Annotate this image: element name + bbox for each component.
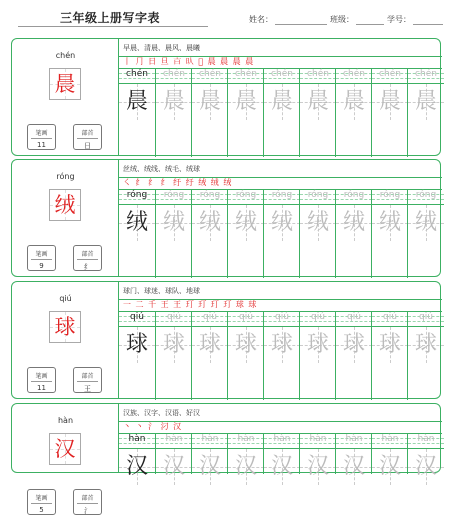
pinyin-cell — [228, 311, 264, 327]
name-label: 姓名： — [249, 15, 273, 24]
class-label: 班级： — [330, 15, 354, 24]
trace-char: 绒 — [162, 210, 185, 235]
char-cell — [156, 449, 192, 485]
practice-cell[interactable] — [371, 433, 407, 479]
radical-value: 日 — [84, 142, 91, 150]
trace-char: 球 — [414, 332, 437, 357]
stroke-count-label: 笔画 — [31, 249, 52, 260]
radical-label: 部首 — [77, 128, 98, 139]
practice-panel — [119, 404, 442, 479]
char-cell — [119, 205, 155, 241]
char-cell — [264, 327, 300, 363]
example-words: 汉族、汉字、汉语、好汉 — [123, 409, 200, 417]
char-cell — [336, 327, 372, 363]
char-section — [11, 403, 441, 515]
pinyin-cell — [336, 189, 372, 205]
practice-cell[interactable] — [407, 433, 443, 479]
char-section — [11, 159, 441, 277]
practice-cell[interactable] — [227, 311, 263, 400]
trace-pinyin: hàn — [201, 434, 219, 444]
practice-cell[interactable] — [227, 433, 263, 479]
practice-cell[interactable] — [263, 311, 299, 400]
stroke-order: ㇛ 纟 纟 纟 纡 纡 绒 绒 绒 — [123, 178, 233, 187]
char-cell — [408, 327, 444, 363]
trace-pinyin: qiú — [383, 312, 397, 322]
stroke-count-label: 笔画 — [31, 128, 52, 139]
pinyin-cell — [372, 189, 408, 205]
trace-char: 绒 — [198, 210, 221, 235]
radical-label: 部首 — [77, 249, 98, 260]
practice-cell[interactable] — [335, 311, 371, 400]
trace-pinyin: róng — [271, 190, 293, 200]
char-cell — [156, 205, 192, 241]
class-field — [330, 14, 384, 25]
pinyin-cell — [300, 311, 336, 327]
pinyin-cell — [228, 68, 264, 84]
char-display: 绒 — [54, 193, 76, 217]
char-display: 球 — [54, 315, 76, 339]
trace-pinyin: chén — [307, 69, 329, 79]
trace-char: 球 — [125, 332, 148, 357]
pinyin-cell — [264, 433, 300, 449]
page-header — [0, 0, 458, 34]
stroke-count-value: 11 — [37, 384, 46, 392]
char-cell — [264, 84, 300, 120]
trace-pinyin: chén — [343, 69, 365, 79]
char-cell — [119, 84, 155, 120]
char-info-panel — [12, 160, 119, 276]
practice-cell[interactable] — [299, 68, 335, 157]
trace-char: 汉 — [342, 454, 365, 479]
trace-pinyin: qiú — [347, 312, 361, 322]
practice-cell[interactable] — [119, 68, 155, 157]
stroke-count-box — [27, 489, 56, 515]
trace-pinyin: róng — [235, 190, 257, 200]
trace-char: 晨 — [270, 89, 293, 114]
pinyin-cell — [192, 311, 228, 327]
trace-char: 汉 — [234, 454, 257, 479]
char-cell — [372, 327, 408, 363]
char-section — [11, 281, 441, 399]
char-cell — [228, 84, 264, 120]
practice-cell[interactable] — [335, 433, 371, 479]
practice-cell[interactable] — [191, 311, 227, 400]
char-cell — [408, 205, 444, 241]
char-cell — [408, 84, 444, 120]
name-field — [249, 14, 327, 25]
practice-cell[interactable] — [191, 189, 227, 278]
radical-box — [73, 367, 102, 393]
char-display-box — [49, 311, 81, 343]
trace-pinyin: qiú — [203, 312, 217, 322]
pinyin-cell — [372, 68, 408, 84]
trace-char: 汉 — [162, 454, 185, 479]
trace-pinyin: róng — [163, 190, 185, 200]
char-display: 汉 — [54, 437, 76, 461]
trace-pinyin: hàn — [309, 434, 327, 444]
stroke-count-box — [27, 367, 56, 393]
radical-value: 纟 — [84, 263, 91, 271]
char-cell — [336, 449, 372, 485]
practice-cell[interactable] — [119, 433, 155, 479]
trace-char: 绒 — [306, 210, 329, 235]
pinyin-cell — [372, 311, 408, 327]
char-cell — [156, 327, 192, 363]
pinyin-cell — [228, 189, 264, 205]
trace-char: 晨 — [125, 89, 148, 114]
radical-box — [73, 245, 102, 271]
pinyin-cell — [408, 311, 444, 327]
char-pinyin: hàn — [57, 416, 74, 425]
char-display-box — [49, 68, 81, 100]
trace-char: 球 — [162, 332, 185, 357]
char-cell — [336, 205, 372, 241]
practice-cell[interactable] — [191, 433, 227, 479]
char-cell — [119, 327, 155, 363]
trace-char: 绒 — [270, 210, 293, 235]
practice-cell[interactable] — [407, 68, 443, 157]
title-underline — [18, 26, 208, 27]
char-display-box — [49, 433, 81, 465]
page-title: 三年级上册写字表 — [60, 11, 161, 25]
practice-cell[interactable] — [335, 68, 371, 157]
trace-pinyin: qiú — [419, 312, 433, 322]
char-cell — [300, 84, 336, 120]
trace-pinyin: chén — [415, 69, 437, 79]
char-cell — [372, 84, 408, 120]
trace-pinyin: róng — [126, 190, 148, 200]
trace-char: 绒 — [342, 210, 365, 235]
char-display: 晨 — [54, 72, 76, 96]
trace-char: 汉 — [270, 454, 293, 479]
trace-pinyin: hàn — [381, 434, 399, 444]
trace-pinyin: róng — [199, 190, 221, 200]
practice-cell[interactable] — [299, 311, 335, 400]
stroke-count-box — [27, 124, 56, 150]
char-pinyin: róng — [56, 172, 75, 181]
pinyin-cell — [119, 433, 155, 449]
pinyin-cell — [119, 68, 155, 84]
trace-char: 汉 — [378, 454, 401, 479]
pinyin-cell — [300, 433, 336, 449]
trace-pinyin: chén — [163, 69, 185, 79]
practice-cell[interactable] — [263, 189, 299, 278]
trace-pinyin: chén — [379, 69, 401, 79]
stroke-count-label: 笔画 — [31, 371, 52, 382]
pinyin-cell — [372, 433, 408, 449]
trace-char: 绒 — [378, 210, 401, 235]
trace-char: 晨 — [378, 89, 401, 114]
char-cell — [228, 449, 264, 485]
practice-grid — [119, 160, 442, 276]
radical-label: 部首 — [77, 371, 98, 382]
trace-char: 绒 — [414, 210, 437, 235]
radical-box — [73, 489, 102, 515]
practice-grid — [119, 404, 442, 479]
trace-pinyin: chén — [271, 69, 293, 79]
radical-label: 部首 — [77, 493, 98, 504]
trace-char: 汉 — [198, 454, 221, 479]
trace-char: 汉 — [125, 454, 148, 479]
char-info-panel — [12, 282, 119, 398]
char-section — [11, 38, 441, 156]
char-pinyin: chén — [55, 51, 76, 60]
example-words: 丝绒、绒线、绒毛、绒球 — [123, 165, 200, 173]
number-label: 学号： — [387, 15, 411, 24]
char-cell — [119, 449, 155, 485]
char-cell — [192, 84, 228, 120]
char-display-box — [49, 189, 81, 221]
char-cell — [228, 327, 264, 363]
practice-panel — [119, 39, 442, 155]
practice-cell[interactable] — [155, 433, 191, 479]
pinyin-cell — [156, 433, 192, 449]
trace-char: 汉 — [306, 454, 329, 479]
practice-cell[interactable] — [371, 189, 407, 278]
class-blank[interactable] — [356, 16, 384, 25]
practice-cell[interactable] — [155, 68, 191, 157]
trace-char: 晨 — [234, 89, 257, 114]
trace-char: 晨 — [198, 89, 221, 114]
char-cell — [300, 205, 336, 241]
number-field — [387, 14, 443, 25]
trace-pinyin: qiú — [275, 312, 289, 322]
trace-char: 球 — [198, 332, 221, 357]
pinyin-cell — [408, 433, 444, 449]
practice-cell[interactable] — [155, 189, 191, 278]
pinyin-cell — [192, 433, 228, 449]
stroke-order: 一 二 千 王 王 玎 玎 玎 玎 球 球 — [123, 300, 258, 309]
practice-cell[interactable] — [407, 189, 443, 278]
trace-char: 晨 — [306, 89, 329, 114]
practice-cell[interactable] — [119, 189, 155, 278]
trace-pinyin: qiú — [239, 312, 253, 322]
pinyin-cell — [336, 68, 372, 84]
pinyin-cell — [119, 189, 155, 205]
practice-cell[interactable] — [263, 433, 299, 479]
trace-pinyin: róng — [415, 190, 437, 200]
practice-cell[interactable] — [371, 68, 407, 157]
trace-pinyin: hàn — [345, 434, 363, 444]
char-cell — [264, 205, 300, 241]
stroke-count-value: 9 — [39, 262, 44, 270]
radical-value: 氵 — [84, 507, 91, 515]
pinyin-cell — [156, 311, 192, 327]
practice-grid — [119, 282, 442, 398]
stroke-count-value: 11 — [37, 141, 46, 149]
char-cell — [372, 205, 408, 241]
pinyin-cell — [192, 68, 228, 84]
char-pinyin: qiú — [59, 294, 72, 303]
number-blank[interactable] — [413, 16, 443, 25]
pinyin-cell — [156, 189, 192, 205]
trace-pinyin: qiú — [167, 312, 181, 322]
char-cell — [192, 327, 228, 363]
char-cell — [300, 449, 336, 485]
pinyin-cell — [336, 433, 372, 449]
trace-pinyin: qiú — [311, 312, 325, 322]
char-cell — [408, 449, 444, 485]
pinyin-cell — [408, 189, 444, 205]
trace-char: 绒 — [125, 210, 148, 235]
trace-pinyin: róng — [307, 190, 329, 200]
trace-char: 汉 — [414, 454, 437, 479]
practice-cell[interactable] — [227, 189, 263, 278]
radical-value: 王 — [84, 385, 91, 393]
pinyin-cell — [192, 189, 228, 205]
trace-char: 绒 — [234, 210, 257, 235]
trace-pinyin: hàn — [237, 434, 255, 444]
char-cell — [372, 449, 408, 485]
stroke-count-label: 笔画 — [31, 493, 52, 504]
practice-panel — [119, 282, 442, 398]
pinyin-cell — [264, 68, 300, 84]
pinyin-cell — [119, 311, 155, 327]
example-words: 早晨、清晨、晨风、晨曦 — [123, 44, 200, 52]
trace-char: 晨 — [342, 89, 365, 114]
name-blank[interactable] — [275, 16, 327, 25]
trace-char: 球 — [234, 332, 257, 357]
trace-char: 球 — [342, 332, 365, 357]
practice-cell[interactable] — [299, 433, 335, 479]
char-cell — [228, 205, 264, 241]
pinyin-cell — [408, 68, 444, 84]
trace-pinyin: róng — [343, 190, 365, 200]
char-info-panel — [12, 39, 119, 155]
stroke-count-box — [27, 245, 56, 271]
trace-char: 晨 — [162, 89, 185, 114]
practice-cell[interactable] — [227, 68, 263, 157]
trace-pinyin: hàn — [128, 434, 146, 444]
pinyin-cell — [300, 189, 336, 205]
pinyin-cell — [156, 68, 192, 84]
trace-pinyin: róng — [379, 190, 401, 200]
practice-cell[interactable] — [155, 311, 191, 400]
pinyin-cell — [264, 311, 300, 327]
char-cell — [300, 327, 336, 363]
trace-pinyin: chén — [235, 69, 257, 79]
char-cell — [264, 449, 300, 485]
practice-cell[interactable] — [263, 68, 299, 157]
stroke-order: 丶 丶 氵 汈 汉 — [123, 422, 183, 431]
char-cell — [156, 84, 192, 120]
radical-box — [73, 124, 102, 150]
practice-cell[interactable] — [371, 311, 407, 400]
pinyin-cell — [300, 68, 336, 84]
practice-cell[interactable] — [407, 311, 443, 400]
char-cell — [192, 205, 228, 241]
trace-pinyin: chén — [126, 69, 148, 79]
char-info-panel — [12, 404, 119, 515]
char-cell — [192, 449, 228, 485]
practice-grid — [119, 39, 442, 155]
trace-pinyin: hàn — [273, 434, 291, 444]
trace-char: 球 — [270, 332, 293, 357]
char-cell — [336, 84, 372, 120]
trace-char: 球 — [306, 332, 329, 357]
practice-cell[interactable] — [335, 189, 371, 278]
practice-cell[interactable] — [299, 189, 335, 278]
trace-pinyin: qiú — [130, 312, 144, 322]
trace-pinyin: hàn — [417, 434, 435, 444]
trace-char: 球 — [378, 332, 401, 357]
trace-char: 晨 — [414, 89, 437, 114]
pinyin-cell — [228, 433, 264, 449]
practice-panel — [119, 160, 442, 276]
example-words: 球门、球迷、球队、地球 — [123, 287, 200, 295]
practice-cell[interactable] — [119, 311, 155, 400]
pinyin-cell — [336, 311, 372, 327]
trace-pinyin: chén — [199, 69, 221, 79]
stroke-order: 丨 ⺆ 日 旦 𣅀 𣅁 𣅂 晨 晨 晨 晨 — [123, 57, 255, 66]
trace-pinyin: hàn — [165, 434, 183, 444]
pinyin-cell — [264, 189, 300, 205]
practice-cell[interactable] — [191, 68, 227, 157]
stroke-count-value: 5 — [39, 506, 44, 514]
